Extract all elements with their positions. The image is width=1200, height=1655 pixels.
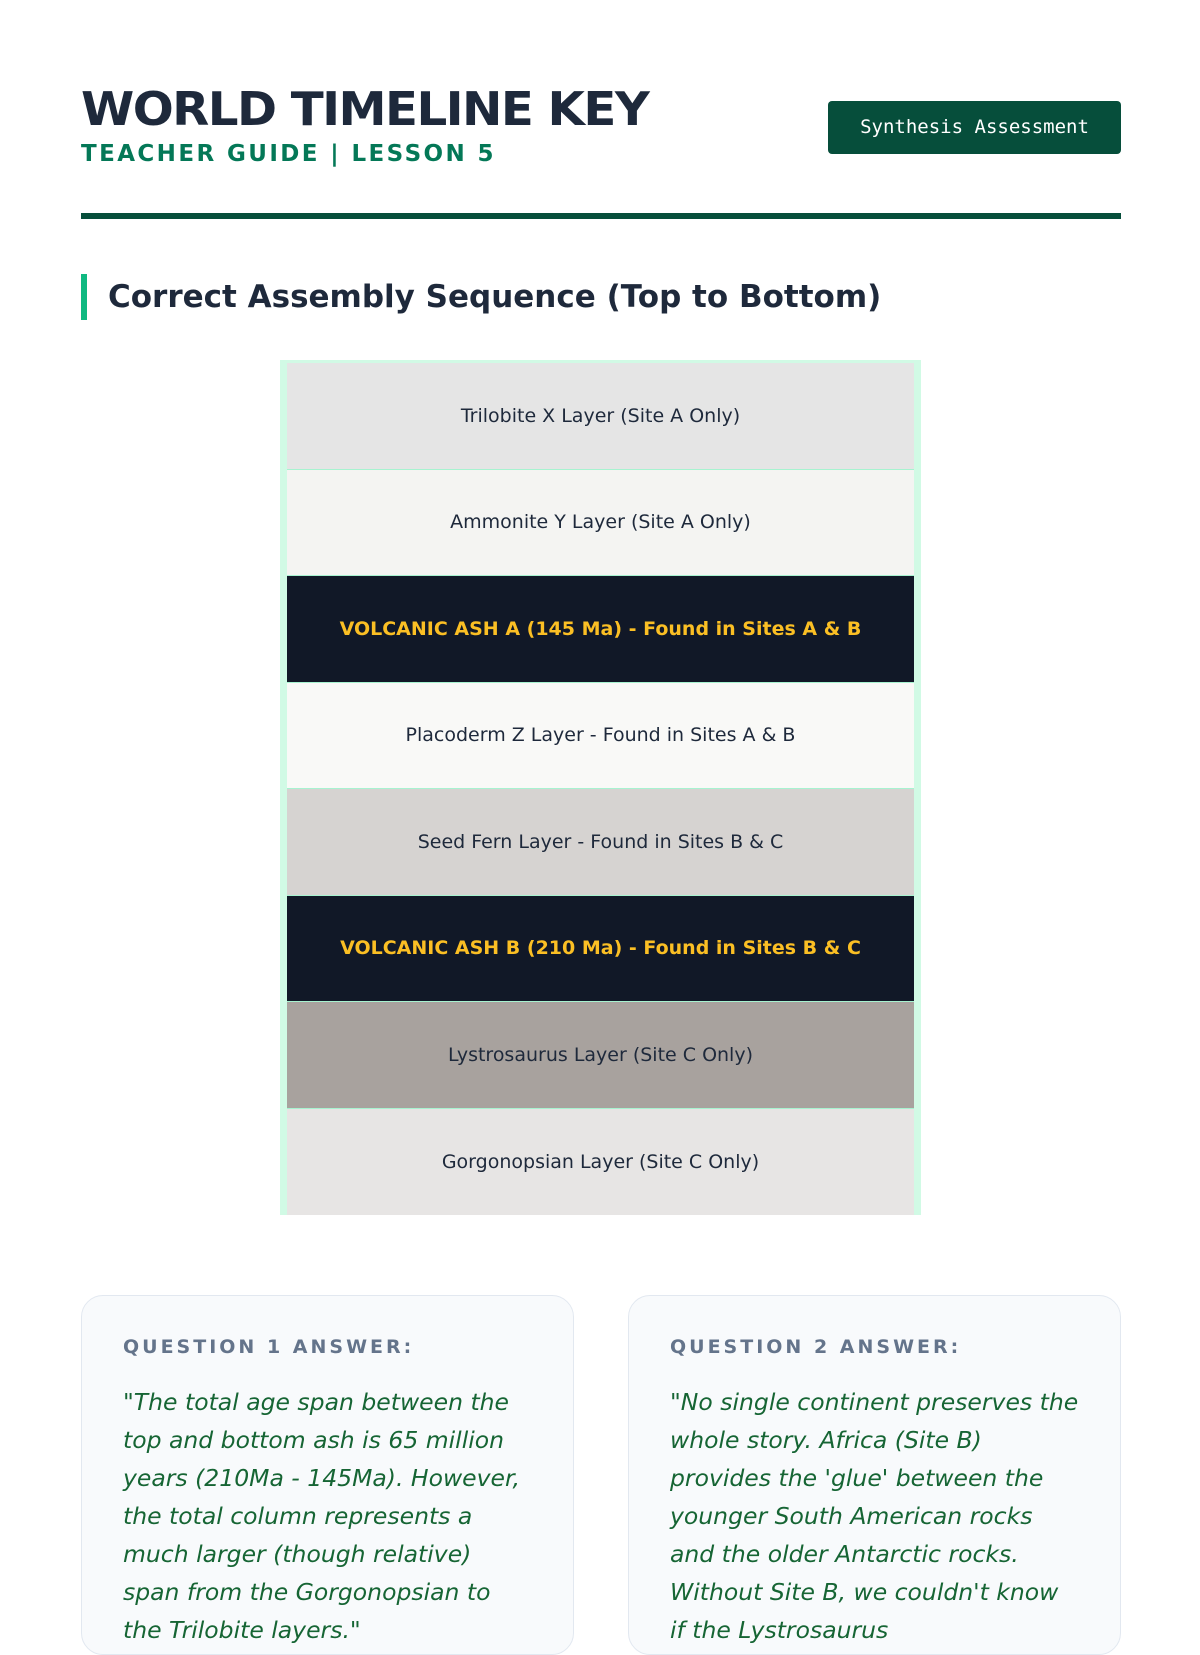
section-title: Correct Assembly Sequence (Top to Bottom) [81,274,881,320]
fossil-layer: Gorgonopsian Layer (Site C Only) [287,1109,914,1216]
ash-layer: VOLCANIC ASH A (145 Ma) - Found in Sites A & B [287,576,914,683]
page-subtitle: TEACHER GUIDE | LESSON 5 [81,141,496,167]
assessment-badge: Synthesis Assessment [828,101,1121,154]
fossil-layer: Ammonite Y Layer (Site A Only) [287,470,914,577]
fossil-layer: Placoderm Z Layer - Found in Sites A & B [287,683,914,790]
answer-label: QUESTION 2 ANSWER: [670,1336,962,1358]
header-divider [81,213,1121,219]
answer-text: "No single continent preserves the whole story. Africa (Site B) provides the 'glue' between the younger South American rocks and the older Antarctic rocks. Without Site B, we couldn't know if the Lystrosaurus [670,1388,1079,1644]
ash-layer: VOLCANIC ASH B (210 Ma) - Found in Sites B & C [287,896,914,1003]
answer-label: QUESTION 1 ANSWER: [123,1336,415,1358]
page-header [81,80,1121,220]
answer-text: "The total age span between the top and bottom ash is 65 million years (210Ma - 145Ma). However, the total column represents a much larger (though relative) span from the Gorgonopsian to the Trilobite layers." [123,1388,520,1644]
answer-card-1 [81,1295,574,1655]
fossil-layer: Seed Fern Layer - Found in Sites B & C [287,789,914,896]
fossil-layer: Trilobite X Layer (Site A Only) [287,363,914,470]
page-title: WORLD TIMELINE KEY [81,82,649,136]
answer-card-2 [628,1295,1121,1655]
fossil-layer: Lystrosaurus Layer (Site C Only) [287,1002,914,1109]
stratigraphic-column [280,360,921,1215]
